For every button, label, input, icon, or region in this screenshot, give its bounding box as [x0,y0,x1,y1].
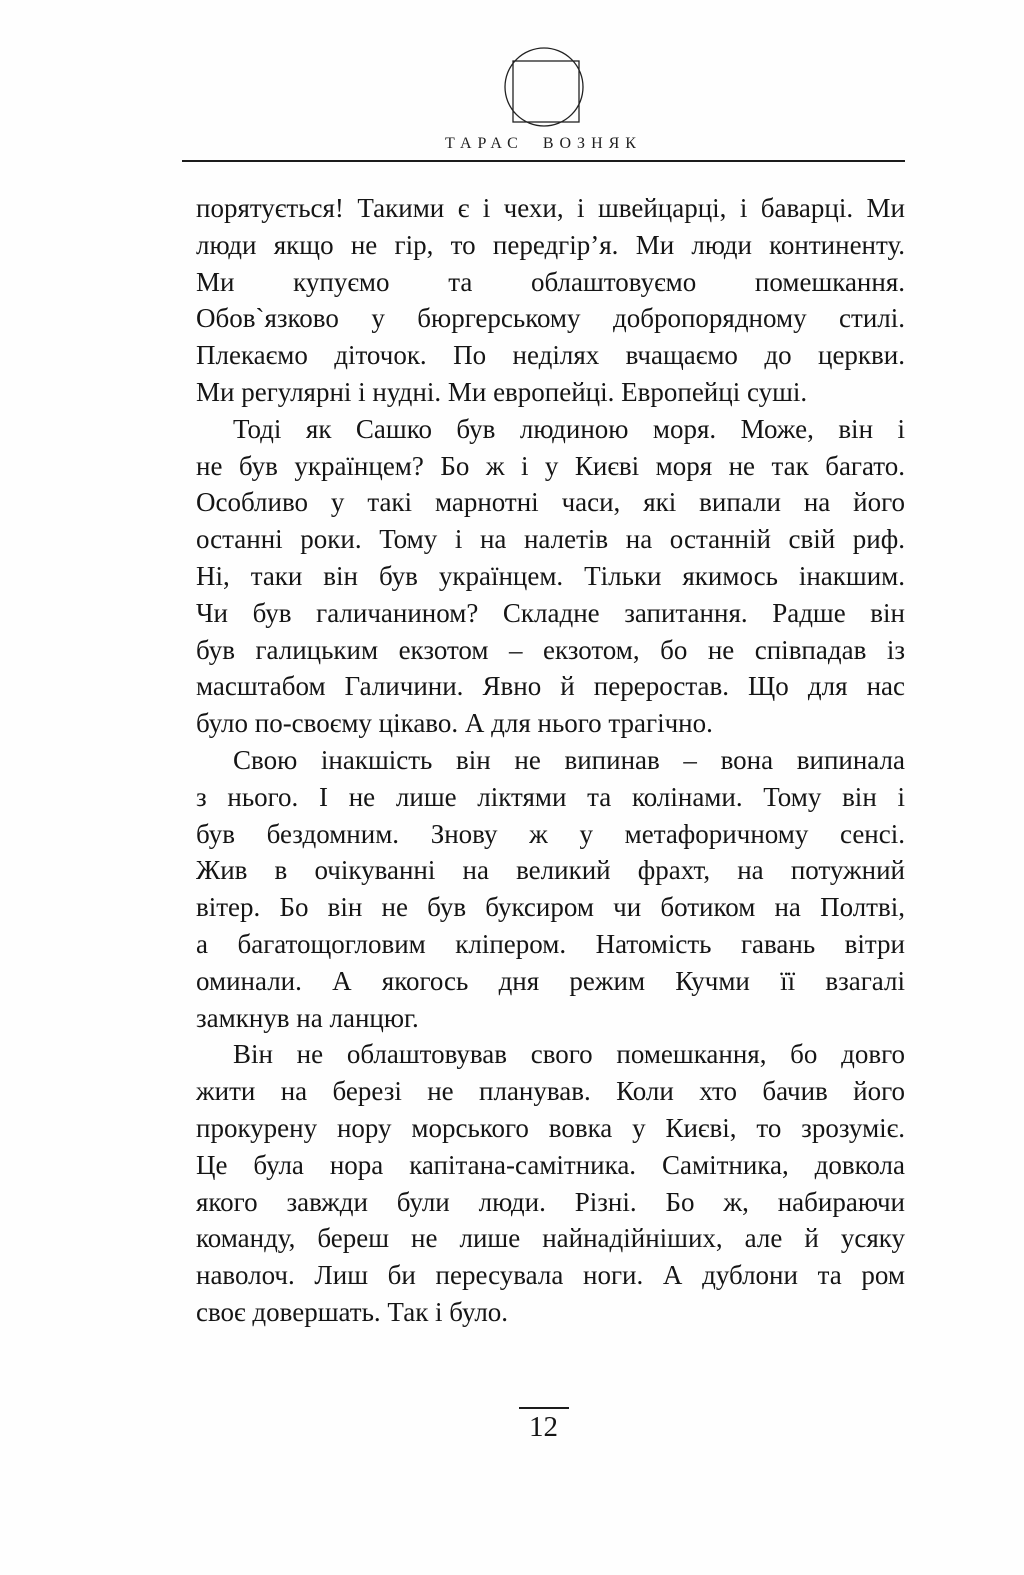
text-line: останні роки. Тому і на налетів на останній свій риф. [196,524,905,555]
text-line: Обов`язково у бюргерському добропорядному стилі. [196,303,905,334]
text-line: люди якщо не гір, то передгір’я. Ми люди континенту. [196,229,905,260]
paragraph [196,742,905,1036]
text-line: Ми регулярні і нудні. Ми европейці. Европейці суші. [196,376,808,407]
text-line: якого завжди були люди. Різні. Бо ж, набираючи [196,1186,905,1217]
text-line: своє довершать. Так і було. [196,1296,509,1327]
text-line: був бездомним. Знову ж у метафоричному сенсі. [196,818,905,849]
text-line: замкнув на ланцюг. [196,1002,419,1033]
text-line: Особливо у такі марнотні часи, які випали на його [196,487,905,518]
text-line: масштабом Галичини. Явно й переростав. Що для нас [196,671,905,702]
text-line: не був українцем? Бо ж і у Києві моря не так багато. [196,450,905,481]
text-line: Плекаємо діточок. По неділях вчащаємо до церкви. [196,340,905,371]
text-line: Ми купуємо та облаштовуємо помешкання. [196,266,905,297]
footer-divider [519,1407,569,1409]
text-line: порятується! Такими є і чехи, і швейцарці, і баварці. Ми [196,193,905,223]
text-line: оминали. А якогось дня режим Кучми її взагалі [196,965,905,996]
text-line: Свою інакшість він не випинав – вона випинала [233,744,905,775]
text-line: наволоч. Лиш би пересувала ноги. А дублони та ром [196,1260,905,1291]
paragraph [196,190,905,411]
text-line: з нього. І не лише ліктями та колінами. Тому він і [196,781,905,812]
text-line: Це була нора капітана-самітника. Самітника, довкола [196,1149,905,1180]
publisher-logo-icon [502,46,586,128]
text-line: Він не облаштовував свого помешкання, бо довго [233,1039,905,1070]
paragraph [196,1036,905,1330]
text-line: був галицьким екзотом – екзотом, бо не співпадав із [196,634,905,665]
page-sheet [182,0,905,1444]
text-line: вітер. Бо він не був буксиром чи ботиком на Полтві, [196,892,905,923]
paragraph [196,411,905,742]
text-line: Чи був галичанином? Складне запитання. Радше він [196,597,905,628]
text-line: було по-своєму цікаво. А для нього трагічно. [196,708,713,739]
author-name: ТАРАС ВОЗНЯК [445,135,642,152]
page-footer [182,1407,905,1444]
text-line: Тоді як Сашко був людиною моря. Може, він і [233,413,905,444]
text-line: команду, береш не лише найнадійніших, але й усяку [196,1223,905,1254]
text-line: Жив в очікуванні на великий фрахт, на потужний [196,855,905,886]
text-line: а багатощогловим кліпером. Натомість гавань вітри [196,928,905,959]
body-text [182,190,905,1331]
text-line: Ні, таки він був українцем. Тільки якимось інакшим. [196,560,905,591]
text-line: жити на березі не планував. Коли хто бачив його [196,1076,905,1107]
header-divider [182,160,905,162]
text-line: прокурену нору морського вовка у Києві, то зрозуміє. [196,1112,905,1143]
page-number: 12 [529,1410,558,1443]
